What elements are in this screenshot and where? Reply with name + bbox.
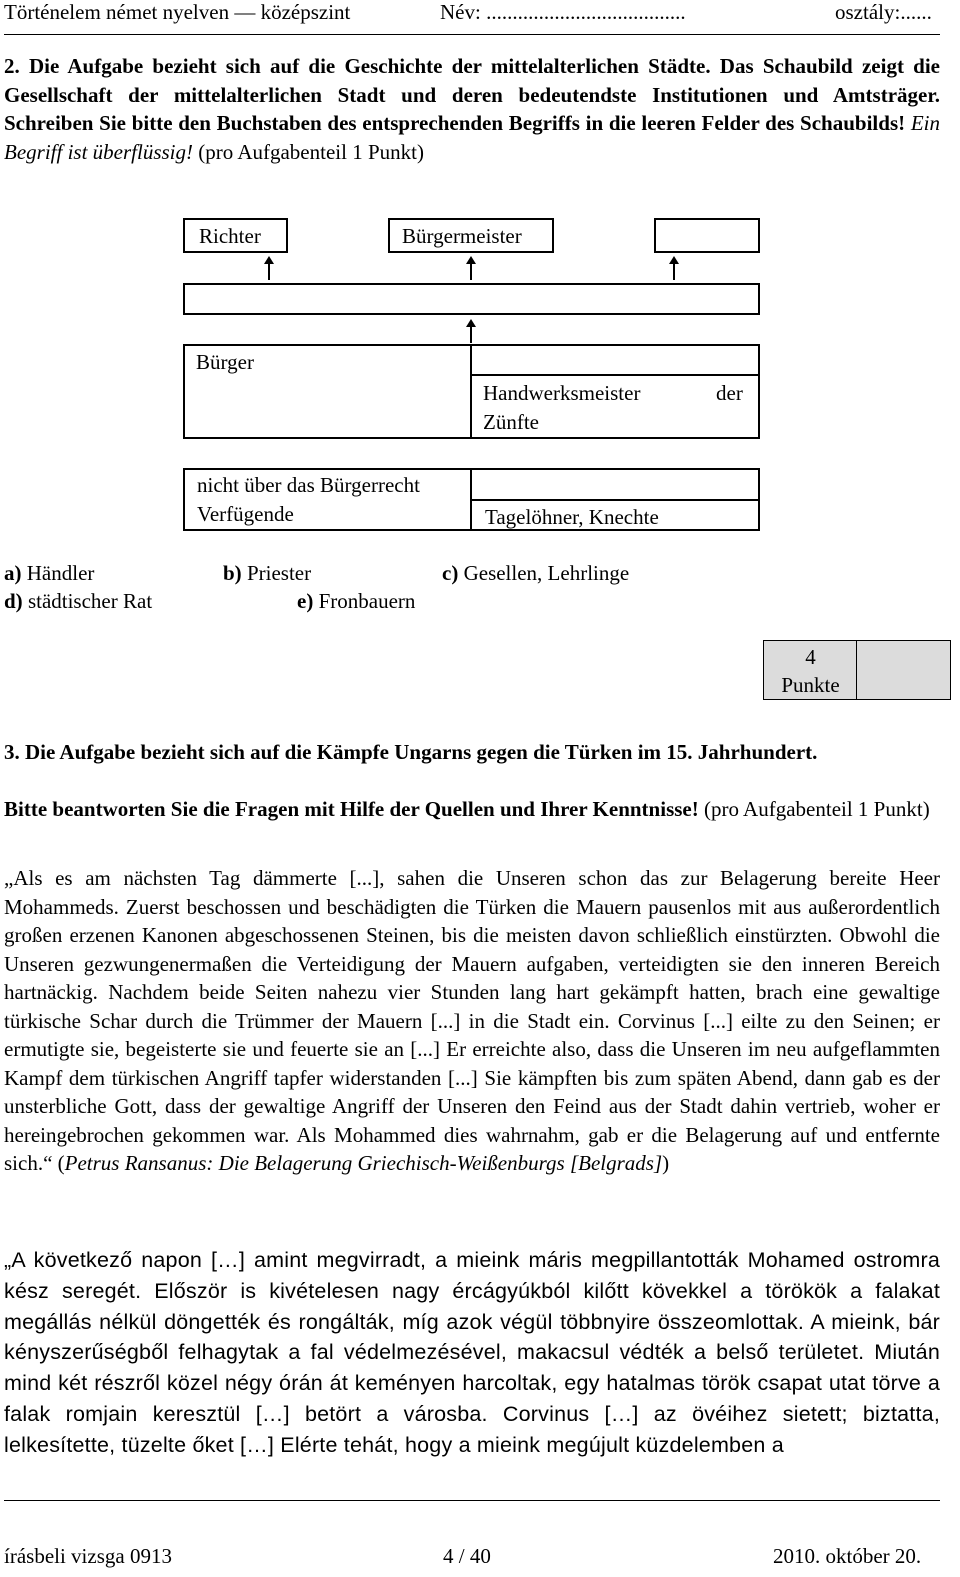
quote-hungarian [4,1245,940,1491]
quote-german: „Als es am nächsten Tag dämmerte [...], sahen die Unseren schon das zur Belagerung bereite Heer Mohammeds. Zuerst beschossen und beschädigten die Türken die Mauern pausenlos mit aus außerordentlich großen erzenen Kanonen abgeschossenen Steinen, bis die meisten davon schließlich einstürzten. Obwohl die Unseren gezwungenermaßen die Verteidigung der Mauern aufgaben, verteidigten sie den inneren Bereich hartnäckig. Nachdem beide Seiten nahezu vier Stunden lang hart gekämpft hatten, brach eine gewaltige türkische Schar durch die Trümmer der Mauern [...] in die Stadt ein. Corvinus [...] eilte zu den Seinen; er ermutigte sie, begeisterte sie und feuerte sie an [...] Er erreichte also, dass die Unseren im neu aufgeflammten Kampf dem türkischen Angriff tapfer widerstanden [...] Sie kämpften bis zum späten Abend, dann gab es der unsterbliche Gott, dass der gewaltige Angriff der Unseren den Feind aus der Stadt dahin vertrieb, woher er hereingebrochen gekommen war. Als Mohammed dies wahrnahm, gab er die Belagerung auf und entfernte sich.“ (Petrus Ransanus: Die Belagerung Griechisch-Weißenburgs [Belgrads]) [4,866,940,1175]
option-d: d) städtischer Rat [4,589,153,613]
blank-box-council[interactable] [183,283,760,315]
box-handwerk-label-2: der [716,381,743,405]
option-e: e) Fronbauern [297,589,416,613]
box-buergermeister [388,218,554,253]
arrow-up-icon [673,260,675,280]
score-label-box [763,640,858,700]
option-c: c) Gesellen, Lehrlinge [442,561,630,585]
header-rule [4,34,940,35]
task2-heading [4,52,940,166]
footer-rule [4,1500,940,1501]
arrow-up-icon [268,260,270,280]
task2-heading-points: (pro Aufgabenteil 1 Punkt) [198,139,424,164]
score-value: 4 [805,645,816,669]
task2-heading-italic: Ein Begriff ist überflüssig! [4,111,940,164]
header-subject: Történelem német nyelven — középszint [4,0,351,24]
task3-heading-1: 3. Die Aufgabe bezieht sich auf die Kämpfe Ungarns gegen die Türken im 15. Jahrhundert. [4,740,818,764]
task3-heading-2: Bitte beantworten Sie die Fragen mit Hilfe der Quellen und Ihrer Kenntnisse! (pro Aufgabenteil 1 Punkt) [4,797,930,821]
footer-date: 2010. október 20. [773,1544,922,1568]
box-richter-label: Richter [199,224,261,248]
box-handwerk-label-3: Zünfte [483,410,539,434]
box-buerger-label: Bürger [196,350,254,374]
quote-german-text: „Als es am nächsten Tag dämmerte [...], sahen die Unseren schon das zur Belagerung bereite Heer Mohammeds. Zuerst beschossen und beschädigten die Türken die Mauern pausenlos mit aus außerordentlich großen erzenen Kanonen abgeschossenen Steinen, bis die meisten davon schließlich einstürzten. Obwohl die Unseren gezwungenermaßen die Verteidigung der Mauern aufgaben, verteidigten sie den inneren Bereich hartnäckig. Nachdem beide Seiten nahezu vier Stunden lang hart gekämpft hatten, brach eine gewaltige türkische Schar durch die Trümmer der Mauern [...] in die Stadt ein. Corvinus [...] eilte zu den Seinen; er ermutigte sie, begeisterte sie und feuerte sie an [...] Er erreichte also, dass die Unseren im neu aufgeflammten Kampf dem türkischen Angriff tapfer widerstanden [...] Sie kämpften bis zum späten Abend, dann gab es der unsterbliche Gott, dass der gewaltige Angriff der Unseren den Feind aus der Stadt dahin vertrieb, woher er hereingebrochen gekommen war. Als Mohammed dies wahrnahm, gab er die Belagerung auf und entfernte sich.“ [4,866,940,1175]
header-name-label: Név: ...................................... [440,0,686,24]
box-nicht-label-2: Verfügende [197,502,294,526]
quote-hungarian-text: „A következő napon […] amint megvirradt, a mieink máris megpillantották Mohamed ostromra kész seregét. Először is kivételesen nagy ércágyúkból kilőtt kövekkel a törökök a falakat megállás nélkül döngették és rongálták, míg azok végül többnyire összeomlottak. A mieink, bár kényszerűségből felhagytak a fal védelmezésével, makacsul védték a belső területet. Miután mind két részről közel négy órán át keményen harcoltak, egy hatalmas török csapat utat törve a falak romjain keresztül […] betört a városba. Corvinus […] az övéihez sietett; biztatta, lelkesítette, tüzelte őket […] Elérte tehát, hogy a mieink megújult küzdelemben a [4,1248,940,1457]
option-a: a) Händler [4,561,95,585]
score-label: Punkte [781,673,840,697]
footer-page-number: 4 / 40 [443,1544,491,1568]
header-class-label: osztály:...... [835,0,932,24]
divider [470,374,760,376]
box-nicht-label-1: nicht über das Bürgerrecht [197,473,420,497]
arrow-up-icon [470,323,472,343]
task2-heading-bold: 2. Die Aufgabe bezieht sich auf die Geschichte der mittelalterlichen Städte. Das Schaubild zeigt die Gesellschaft der mittelalterlichen Stadt und deren bedeutendste Institutionen und Amtsträger. Schreiben Sie bitte den Buchstaben des entsprechenden Begriffs in die leeren Felder des Schaubilds! [4,54,940,135]
box-buergermeister-label: Bürgermeister [402,224,522,248]
score-entry-box[interactable] [856,640,951,700]
blank-box-merchants[interactable] [472,345,758,374]
box-richter [183,218,288,253]
box-nicht-buerger [183,468,471,531]
box-handwerk-label-1: Handwerksmeister [483,381,641,405]
footer-left: írásbeli vizsga 0913 [4,1544,172,1568]
box-tageloehner [470,499,760,531]
quote-source: Petrus Ransanus: Die Belagerung Griechisch-Weißenburgs [Belgrads] [64,1151,663,1175]
option-b: b) Priester [223,561,312,585]
task3-heading-points: (pro Aufgabenteil 1 Punkt) [703,797,930,821]
box-tageloehner-label: Tagelöhner, Knechte [485,505,659,529]
blank-box-top-right[interactable] [654,218,760,253]
arrow-up-icon [470,260,472,280]
blank-box-lower-right[interactable] [470,468,760,501]
